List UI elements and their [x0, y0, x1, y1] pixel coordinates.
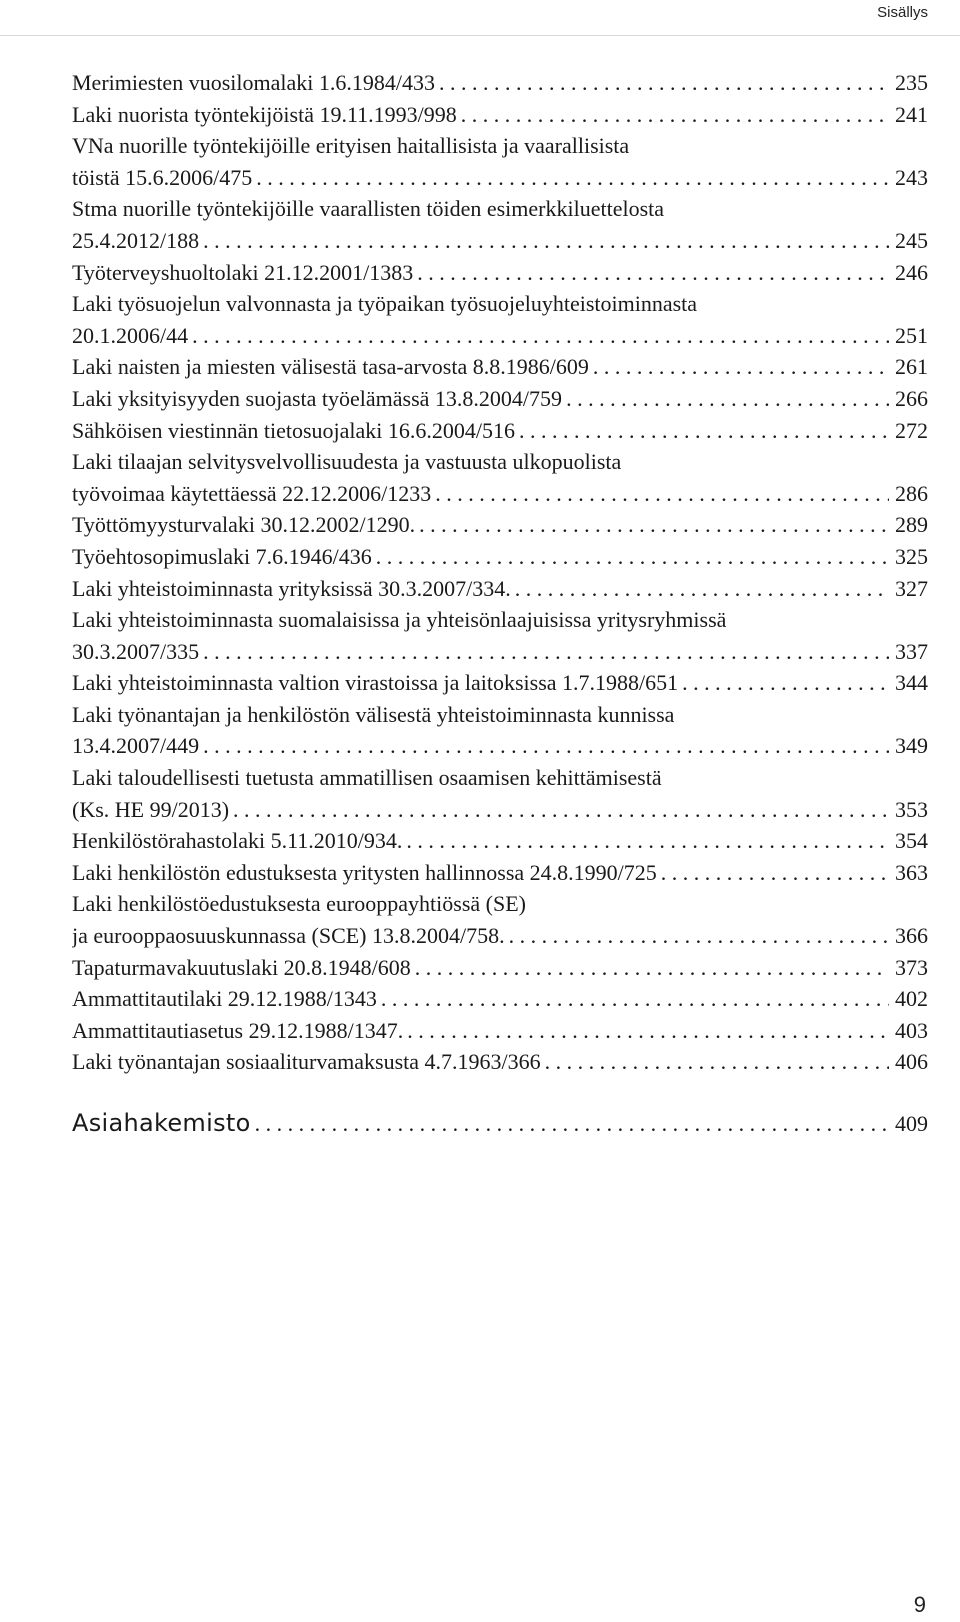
- toc-entry[interactable]: [72, 383, 960, 415]
- dot-leader: [435, 67, 889, 99]
- toc-entry[interactable]: [72, 888, 960, 951]
- toc-entry-page: 349: [895, 733, 928, 759]
- toc-entry-title-line: Laki työsuojelun valvonnasta ja työpaikan työsuojeluyhteistoiminnasta: [72, 291, 698, 317]
- toc-entry-title-line: VNa nuorille työntekijöille erityisen haitallisista ja vaarallisista: [72, 133, 630, 159]
- toc-entry[interactable]: [72, 667, 960, 699]
- dot-leader: [657, 857, 889, 889]
- toc-entry-page: 373: [895, 954, 928, 980]
- toc-entry-title: 20.1.2006/44: [72, 322, 189, 348]
- toc-entry-page: 245: [895, 227, 928, 253]
- toc-entry-page: 406: [895, 1049, 928, 1075]
- toc-entry[interactable]: [72, 952, 960, 984]
- toc-entry-title: Laki henkilöstön edustuksesta yritysten hallinnossa 24.8.1990/725: [72, 859, 657, 885]
- toc-entry-title: (Ks. HE 99/2013): [72, 796, 230, 822]
- toc-entry[interactable]: [72, 67, 960, 99]
- toc-entry-title: Laki työnantajan sosiaaliturvamaksusta 4.7.1963/366: [72, 1049, 541, 1075]
- toc-entry-title: Työterveyshuoltolaki 21.12.2001/1383: [72, 259, 414, 285]
- toc-entry-title: Ammattitautiasetus 29.12.1988/1347.: [72, 1017, 404, 1043]
- toc-entry-page: 235: [895, 70, 928, 95]
- toc-entry-title-line: Laki työnantajan ja henkilöstön välisestä yhteistoiminnasta kunnissa: [72, 701, 675, 727]
- toc-index-title: Asiahakemisto: [72, 1109, 251, 1137]
- dot-leader: [377, 983, 889, 1015]
- toc-entry-title: Merimiesten vuosilomalaki 1.6.1984/433: [72, 70, 435, 95]
- toc-entry-title: 30.3.2007/335: [72, 638, 200, 664]
- toc-entry-title: Laki naisten ja miesten välisestä tasa-arvosta 8.8.1986/609: [72, 354, 589, 380]
- toc-entry-page: 366: [895, 923, 928, 949]
- dot-leader: [505, 920, 889, 952]
- toc-entry-page: 363: [895, 859, 928, 885]
- toc-entry-title: Sähköisen viestinnän tietosuojalaki 16.6.2004/516: [72, 417, 516, 443]
- dot-leader: [515, 415, 889, 447]
- toc-entry-page: 344: [895, 670, 928, 696]
- toc-entry-index[interactable]: [72, 1108, 960, 1140]
- toc-entry-title-line: Laki taloudellisesti tuetusta ammatillisen osaamisen kehittämisestä: [72, 765, 662, 791]
- toc-entry[interactable]: [72, 1046, 960, 1078]
- toc-entry-page: 337: [895, 638, 928, 664]
- dot-leader: [252, 162, 889, 194]
- dot-leader: [251, 1108, 889, 1140]
- toc-entry-page: 286: [895, 480, 928, 506]
- dot-leader: [431, 478, 889, 510]
- toc-entry-page: 243: [895, 164, 928, 190]
- toc-entry-title: Ammattitautilaki 29.12.1988/1343: [72, 986, 377, 1012]
- toc-entry[interactable]: [72, 699, 960, 762]
- toc-entry[interactable]: [72, 1015, 960, 1047]
- dot-leader: [199, 636, 889, 668]
- toc-entry-title: Henkilöstörahastolaki 5.11.2010/934.: [72, 828, 403, 854]
- toc-entry-page: 289: [895, 512, 928, 538]
- toc-entry-title: 13.4.2007/449: [72, 733, 200, 759]
- toc-entry[interactable]: [72, 257, 960, 289]
- toc-entry-title-line: Laki henkilöstöedustuksesta eurooppayhtiössä (SE): [72, 891, 526, 917]
- toc-entry[interactable]: [72, 541, 960, 573]
- dot-leader: [415, 509, 889, 541]
- header-section-title: Sisällys: [877, 4, 928, 21]
- toc-entry-page: 246: [895, 259, 928, 285]
- toc-entry[interactable]: [72, 130, 960, 193]
- header-divider: [0, 35, 960, 36]
- toc-entry[interactable]: [72, 857, 960, 889]
- toc-entry[interactable]: [72, 99, 960, 131]
- toc-entry[interactable]: [72, 351, 960, 383]
- toc-entry-page: 241: [895, 101, 928, 127]
- toc-entry-title-line: Stma nuorille työntekijöille vaarallisten töiden esimerkkiluettelosta: [72, 196, 665, 222]
- dot-leader: [199, 225, 889, 257]
- toc-entry[interactable]: [72, 983, 960, 1015]
- dot-leader: [411, 952, 889, 984]
- dot-leader: [589, 351, 889, 383]
- toc-entry-title-line: Laki tilaajan selvitysvelvollisuudesta ja vastuusta ulkopuolista: [72, 449, 622, 475]
- toc-entry-page: 403: [895, 1017, 928, 1043]
- dot-leader: [229, 794, 889, 826]
- toc-entry-title: Laki nuorista työntekijöistä 19.11.1993/998: [72, 101, 457, 127]
- dot-leader: [541, 1046, 889, 1078]
- dot-leader: [372, 541, 889, 573]
- toc-entry-page: 353: [895, 796, 928, 822]
- toc-entry-title: Tapaturmavakuutuslaki 20.8.1948/608: [72, 954, 411, 980]
- toc-entry-page: 327: [895, 575, 928, 601]
- toc-entry-page: 402: [895, 986, 928, 1012]
- toc-entry-title: Laki yksityisyyden suojasta työelämässä 13.8.2004/759: [72, 385, 563, 411]
- toc-entry[interactable]: [72, 288, 960, 351]
- toc-entry[interactable]: [72, 573, 960, 605]
- toc-entry-title: 25.4.2012/188: [72, 227, 200, 253]
- dot-leader: [511, 573, 889, 605]
- dot-leader: [199, 730, 889, 762]
- toc-entry[interactable]: [72, 509, 960, 541]
- toc-entry[interactable]: [72, 193, 960, 256]
- page-number: 9: [913, 1592, 926, 1617]
- toc-entry[interactable]: [72, 825, 960, 857]
- dot-leader: [403, 1015, 889, 1047]
- toc-entry-title: töistä 15.6.2006/475: [72, 164, 253, 190]
- dot-leader: [402, 825, 889, 857]
- toc-entry-page: 266: [895, 385, 928, 411]
- toc-entry-title: työvoimaa käytettäessä 22.12.2006/1233: [72, 480, 432, 506]
- toc-entry[interactable]: [72, 446, 960, 509]
- dot-leader: [413, 257, 889, 289]
- toc-entry-page: 261: [895, 354, 928, 380]
- toc-index-page: 409: [895, 1111, 928, 1136]
- toc-entry-title: Laki yhteistoiminnasta valtion virastoissa ja laitoksissa 1.7.1988/651: [72, 670, 679, 696]
- table-of-contents: [72, 67, 960, 1140]
- toc-entry-title: Työttömyysturvalaki 30.12.2002/1290.: [72, 512, 416, 538]
- toc-entry-page: 325: [895, 543, 928, 569]
- dot-leader: [562, 383, 889, 415]
- dot-leader: [188, 320, 889, 352]
- dot-leader: [678, 667, 889, 699]
- toc-entry-page: 251: [895, 322, 928, 348]
- toc-entry-title: Laki yhteistoiminnasta yrityksissä 30.3.2007/334.: [72, 575, 511, 601]
- toc-entry[interactable]: [72, 762, 960, 825]
- toc-entry-title: Työehtosopimuslaki 7.6.1946/436: [72, 543, 372, 569]
- toc-entry-page: 272: [895, 417, 928, 443]
- toc-entry-title: ja eurooppaosuuskunnassa (SCE) 13.8.2004/758.: [72, 923, 505, 949]
- toc-entry-page: 354: [895, 828, 928, 854]
- toc-entry[interactable]: [72, 604, 960, 667]
- toc-entry[interactable]: [72, 415, 960, 447]
- toc-entry-title-line: Laki yhteistoiminnasta suomalaisissa ja yhteisönlaajuisissa yritysryhmissä: [72, 607, 727, 633]
- dot-leader: [457, 99, 889, 131]
